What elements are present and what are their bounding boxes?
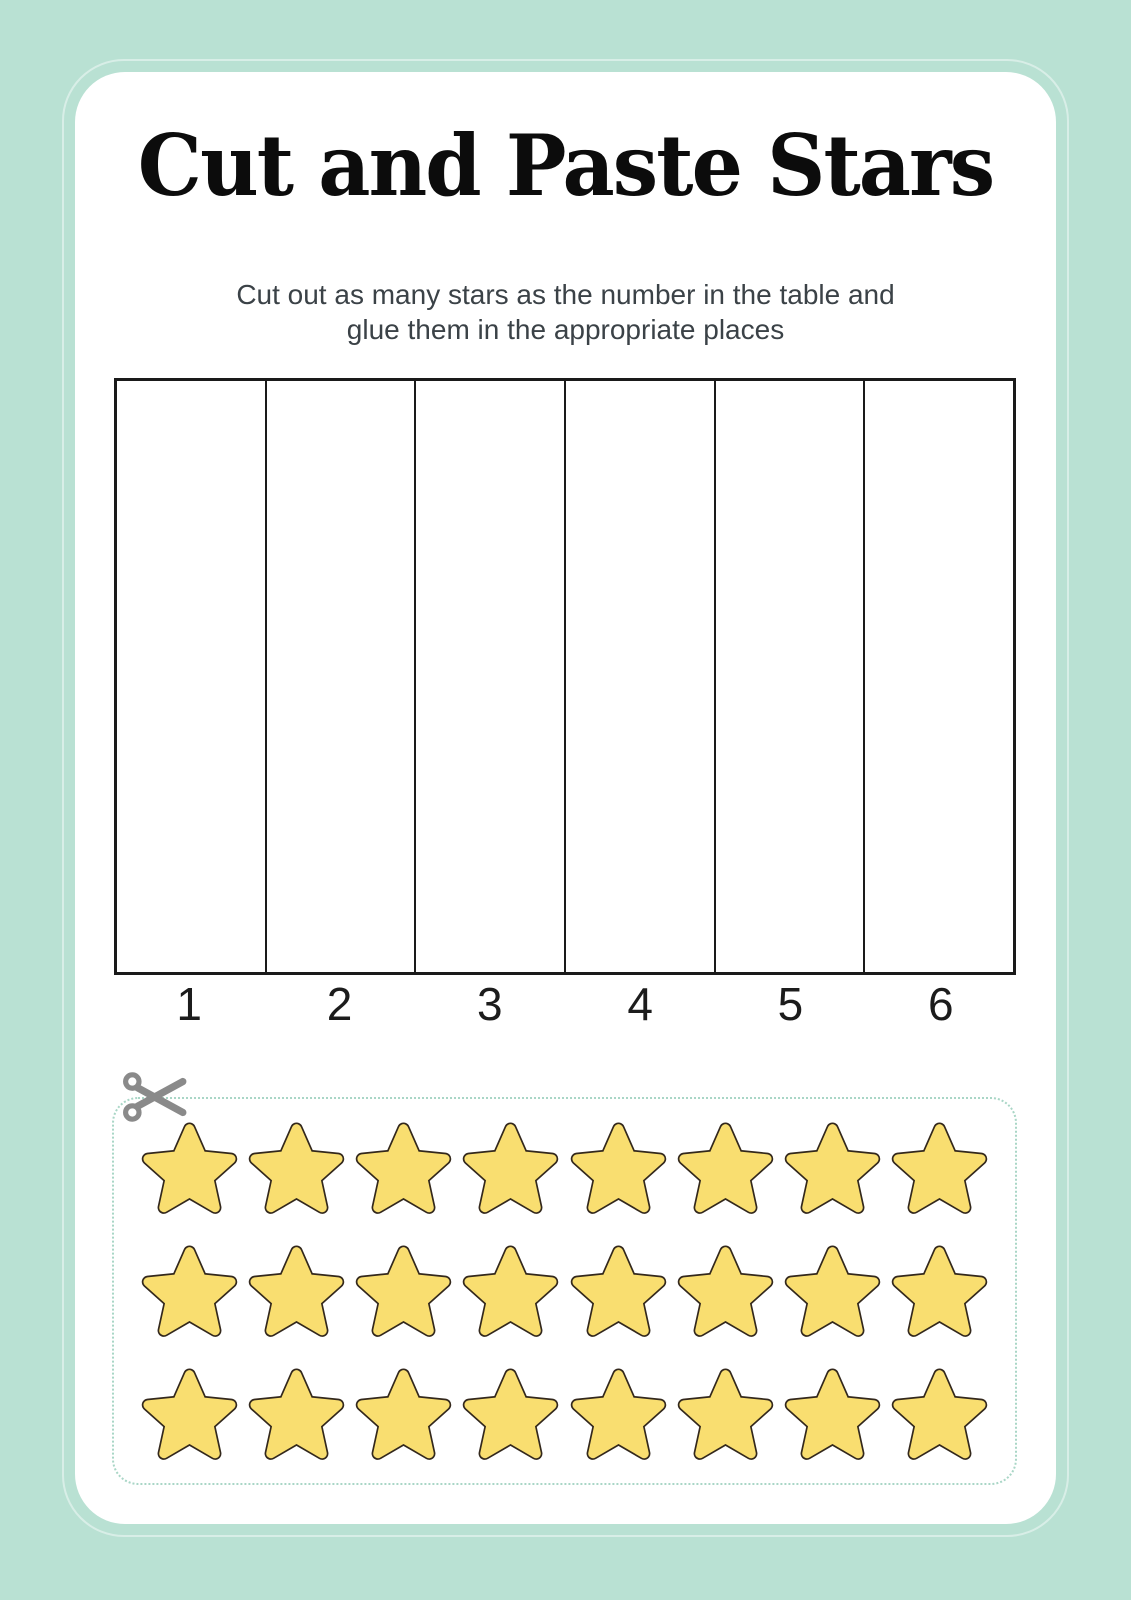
star-icon [462, 1122, 559, 1214]
star-icon [570, 1122, 667, 1214]
star-icon [248, 1122, 345, 1214]
star-icon [570, 1245, 667, 1337]
table-labels-row [114, 977, 1016, 1031]
scissors-icon [122, 1069, 188, 1125]
instructions-line-1: Cut out as many stars as the number in the table and [236, 279, 895, 310]
star-icon [784, 1245, 881, 1337]
paste-cell-3 [414, 381, 564, 972]
paste-cell-5 [714, 381, 864, 972]
table-label-3: 3 [477, 978, 503, 1030]
star-icon [355, 1368, 452, 1460]
paste-cell-4 [564, 381, 714, 972]
paste-table [114, 378, 1016, 975]
stars-grid [114, 1099, 1015, 1483]
table-label-1: 1 [176, 978, 202, 1030]
star-icon [891, 1245, 988, 1337]
star-icon [784, 1122, 881, 1214]
star-icon [355, 1245, 452, 1337]
star-icon [141, 1122, 238, 1214]
star-icon [355, 1122, 452, 1214]
star-icon [462, 1245, 559, 1337]
instructions-text [75, 277, 1056, 347]
star-icon [784, 1368, 881, 1460]
star-icon [248, 1368, 345, 1460]
star-icon [891, 1368, 988, 1460]
cut-out-area [112, 1097, 1017, 1485]
star-icon [141, 1368, 238, 1460]
worksheet-card [75, 72, 1056, 1524]
page-title: Cut and Paste Stars [137, 116, 994, 215]
star-icon [462, 1368, 559, 1460]
paste-cell-2 [265, 381, 415, 972]
table-label-4: 4 [627, 978, 653, 1030]
star-icon [570, 1368, 667, 1460]
table-label-5: 5 [777, 978, 804, 1030]
instructions-line-2: glue them in the appropriate places [346, 314, 785, 345]
star-icon [677, 1368, 774, 1460]
table-label-2: 2 [326, 978, 353, 1030]
star-icon [677, 1122, 774, 1214]
star-icon [141, 1245, 238, 1337]
star-icon [677, 1245, 774, 1337]
star-icon [891, 1122, 988, 1214]
star-icon [248, 1245, 345, 1337]
paste-cell-1 [117, 381, 265, 972]
paste-cell-6 [863, 381, 1013, 972]
table-label-6: 6 [928, 978, 954, 1030]
